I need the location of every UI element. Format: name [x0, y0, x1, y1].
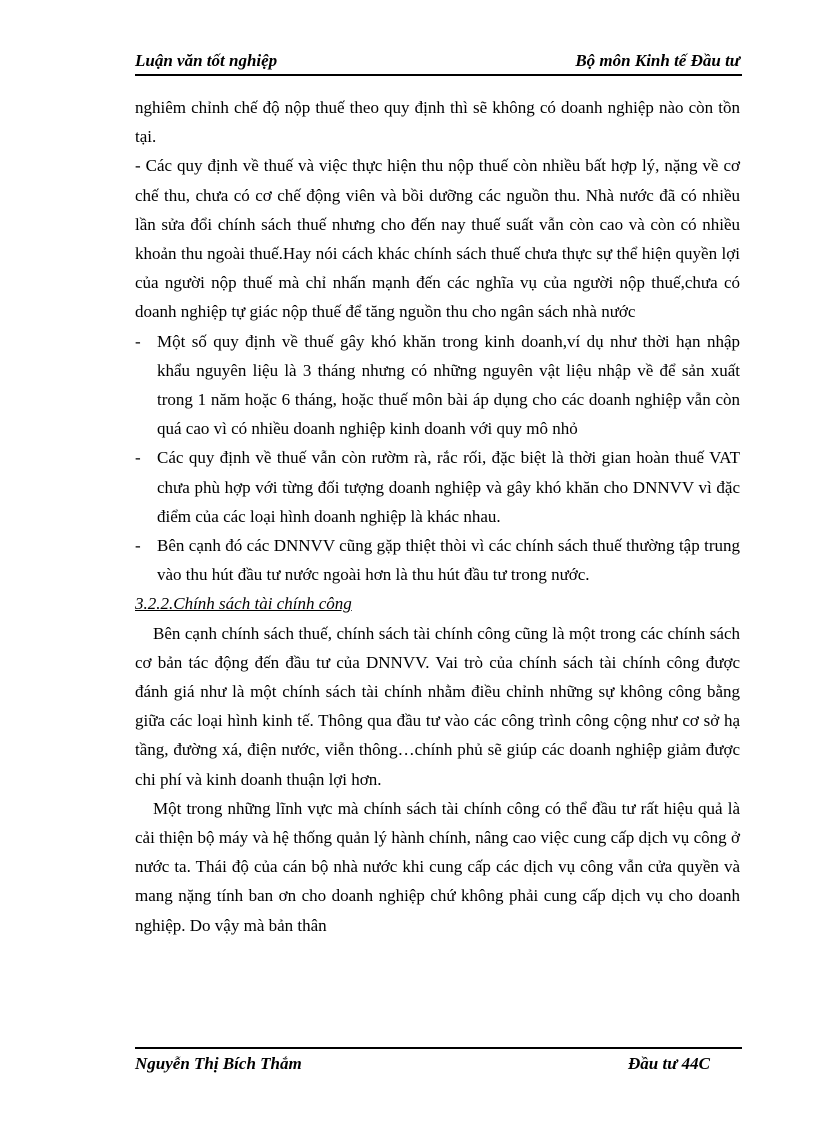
footer-author: Nguyễn Thị Bích Thắm: [135, 1054, 302, 1073]
paragraph-tax-regulations: - Các quy định về thuế và việc thực hiện thu nộp thuế còn nhiều bất hợp lý, nặng về cơ chế thu, chưa có cơ chế động viên và bồi dưỡng các nguồn thu. Nhà nước đã có nhiều lần sửa đổi chính sách thuế nhưng cho đến nay thuế suất vẫn còn cao và còn có nhiều khoản thu ngoài thuế.Hay nói cách khác chính sách thuế chưa thực sự thể hiện quyền lợi của người nộp thuế mà chỉ nhấn mạnh đến các nghĩa vụ của người nộp thuế,chưa có doanh nghiệp tự giác nộp thuế để tăng nguồn thu cho ngân sách nhà nước: [135, 156, 740, 322]
bullet-text: Các quy định về thuế vẫn còn rườm rà, rắc rối, đặc biệt là thời gian hoàn thuế VAT chưa phù hợp với từng đối tượng doanh nghiệp và gây khó khăn cho DNNVV vì đặc điểm của các loại hình doanh nghiệp là khác nhau.: [157, 448, 740, 526]
page-body: [135, 93, 740, 940]
bullet-text: Bên cạnh đó các DNNVV cũng gặp thiệt thòi vì các chính sách thuế thường tập trung vào thu hút đầu tư nước ngoài hơn là thu hút đầu tư trong nước.: [157, 536, 740, 585]
paragraph-public-services: Một trong những lĩnh vực mà chính sách tài chính công có thể đầu tư rất hiệu quả là cải thiện bộ máy và hệ thống quản lý hành chính, nâng cao việc cung cấp dịch vụ công ở nước ta. Thái độ của cán bộ nhà nước khi cung cấp các dịch vụ công vẫn cửa quyền và mang nặng tính ban ơn cho doanh nghiệp chứ không phải cung cấp dịch vụ cho doanh nghiệp. Do vậy mà bản thân: [135, 798, 740, 935]
footer-class: Đầu tư 44C: [628, 1054, 710, 1073]
section-heading: 3.2.2.Chính sách tài chính công: [135, 594, 352, 614]
bullet-item-difficulties: [135, 327, 740, 444]
page-header: [135, 50, 742, 76]
bullet-dash: -: [135, 448, 141, 468]
header-thesis-title: Luận văn tốt nghiệp: [135, 51, 278, 70]
header-department: Bộ môn Kinh tế Đầu tư: [575, 51, 740, 70]
bullet-text: Một số quy định về thuế gây khó khăn trong kinh doanh,ví dụ như thời hạn nhập khẩu nguyên liệu là 3 tháng nhưng có những nguyên vật liệu nhập về để sản xuất trong 1 năm hoặc 6 tháng, hoặc thuế môn bài áp dụng cho các doanh nghiệp vẫn còn quá cao vì có nhiều doanh nghiệp kinh doanh với quy mô nhỏ: [157, 331, 740, 439]
bullet-dash: -: [135, 536, 141, 556]
paragraph-tax-compliance: nghiêm chỉnh chế độ nộp thuế theo quy định thì sẽ không có doanh nghiệp nào còn tồn tại.: [135, 98, 740, 147]
bullet-item-disadvantage: [135, 531, 740, 589]
paragraph-public-finance: Bên cạnh chính sách thuế, chính sách tài chính công cũng là một trong các chính sách cơ bản tác động đến đầu tư của DNNVV. Vai trò của chính sách tài chính công được đánh giá như là một chính sách tài chính nhằm điều chỉnh những sự không công bằng giữa các loại hình kinh tế. Thông qua đầu tư vào các công trình công cộng như cơ sở hạ tầng, đường xá, điện nước, viễn thông…chính phủ sẽ giúp các doanh nghiệp giảm được chi phí và kinh doanh thuận lợi hơn.: [135, 623, 740, 789]
page-footer: [135, 1047, 742, 1073]
bullet-item-complexity: [135, 443, 740, 531]
bullet-dash: -: [135, 331, 141, 351]
